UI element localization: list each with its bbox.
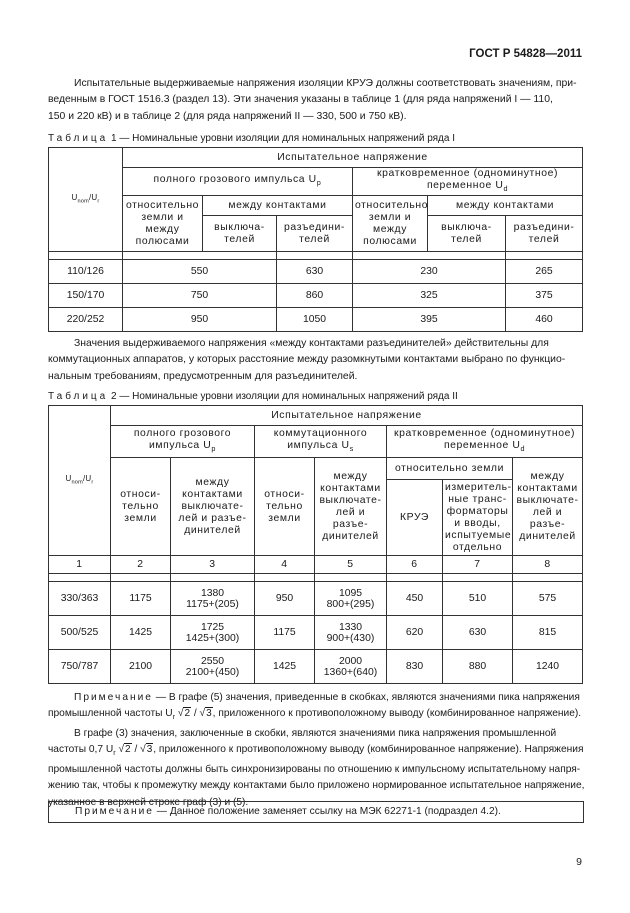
paragraph-line: нальным требованиям, предусмотренным для разъединителей. xyxy=(48,370,358,382)
table1-between-contacts-header: между контактами xyxy=(428,196,583,216)
table2-col4-header: относи-тельно земли xyxy=(255,458,315,556)
paragraph-line: коммутационных аппаратов, у которых расстояние между разомкнутыми контактами выбрано по функцио- xyxy=(48,354,566,366)
sqrt-symbol: √ xyxy=(177,708,184,720)
table1-test-voltage-header: Испытательное напряжение xyxy=(123,148,583,168)
table2-col7-header: измеритель-ные транс-форматоры и вводы, испытуемые отдельно xyxy=(443,480,513,556)
table1-lightning-header: полного грозового импульса $U_p$ xyxy=(123,168,353,196)
note-word: Примечание xyxy=(74,692,153,703)
table1-caption-word: Таблица xyxy=(48,133,109,144)
replacement-note-box xyxy=(48,801,584,823)
table2-caption xyxy=(48,391,458,402)
table1-breakers-header: выключа-телей xyxy=(203,216,277,252)
sqrt-symbol: √ xyxy=(118,744,125,756)
table2-voltage-header: $U_{nom}/U_r$ xyxy=(49,406,111,556)
intro-paragraph xyxy=(48,76,586,125)
paragraph-line: Значения выдерживаемого напряжения «между контактами разъединителей» действительны для xyxy=(74,338,549,349)
sqrt-symbol: √ xyxy=(199,708,206,720)
table2-switching-header: коммутационного импульса $U_s$ xyxy=(255,426,387,458)
table-row: 750/787 2100 2550 2100+(450) 1425 2000 1360+(640) 830 880 1240 xyxy=(49,650,583,684)
table2-col6-header: КРУЭ xyxy=(387,480,443,556)
table1 xyxy=(48,147,583,332)
replacement-note-text: — Данное положение заменяет ссылку на МЭК 62271-1 (подраздел 4.2). xyxy=(153,806,501,817)
table2-notes: Примечание — В графе (5) значения, приведенные в скобках, являются значениями пика напряжения промышленной частоты $U_r$ √2 / √3, приложенного к противоположному выводу (комбинированное напряжение). В графе (3) значения, заключенные в скобки, являются значениями пика напряжения промышленной частоты 0,7 $U_r$ √2 / √3, приложенного к противоположному выводу (комбинированное напряжение). Напряжения промышленной частоты должны быть синхронизированы по отношению к импульсному испытательному напря- жению так, чтобы к промежутку между контактами было приложено нормированное испытательное напряжение, указанное в верхней строке граф (3) и (5). xyxy=(48,692,585,808)
table2-col3-header: между контактами выключате-лей и разъе-динителей xyxy=(171,458,255,556)
page-number: 9 xyxy=(576,856,582,868)
table1-caption xyxy=(48,133,455,144)
table1-voltage-header: $U_{nom}/U_r$ xyxy=(49,148,123,252)
table1-breakers-header: выключа-телей xyxy=(428,216,506,252)
table2-col8-header: между контактами выключате-лей и разъе-динителей xyxy=(513,458,583,556)
note-word: Примечание xyxy=(75,806,154,817)
table-row: 330/363 1175 1380 1175+(205) 950 1095 800+(295) 450 510 575 xyxy=(49,582,583,616)
table2-col2-header: относи-тельно земли xyxy=(111,458,171,556)
table1-rel-ground-header: относительно земли и между полюсами xyxy=(123,196,203,252)
table2-lightning-header: полного грозового импульса $U_p$ xyxy=(111,426,255,458)
table2-caption-word: Таблица xyxy=(48,391,109,402)
table2-test-voltage-header: Испытательное напряжение xyxy=(111,406,583,426)
sqrt-symbol: √ xyxy=(140,744,146,756)
table2-short-term-header: кратковременное (одноминутное) переменное $U_d$ xyxy=(387,426,583,458)
table2-col5-header: между контактами выключате-лей и разъе-динителей xyxy=(315,458,387,556)
table2-column-numbers: 1 2 3 4 5 6 7 8 xyxy=(49,556,583,574)
table-row: 110/126 550 630 230 265 xyxy=(49,260,583,284)
table1-between-contacts-header: между контактами xyxy=(203,196,353,216)
table1-caption-text: 1 — Номинальные уровни изоляции для номинальных напряжений ряда I xyxy=(108,133,456,144)
table1-rel-ground-header: относительно земли и между полюсами xyxy=(353,196,428,252)
table1-disconnectors-header: разъедини-телей xyxy=(277,216,353,252)
disconnector-paragraph xyxy=(48,336,586,385)
table-row: 150/170 750 860 325 375 xyxy=(49,284,583,308)
table-row: 220/252 950 1050 395 460 xyxy=(49,308,583,332)
table2 xyxy=(48,405,583,684)
table1-disconnectors-header: разъедини-телей xyxy=(506,216,583,252)
table2-rel-ground-header: относительно земли xyxy=(387,458,513,480)
table1-short-term-header: кратковременное (одноминутное) переменное $U_d$ xyxy=(353,168,583,196)
table-row: 500/525 1425 1725 1425+(300) 1175 1330 900+(430) 620 630 815 xyxy=(49,616,583,650)
intro-line: веденным в ГОСТ 1516.3 (раздел 13). Эти значения указаны в таблице 1 (для ряда напряжений I — 110, xyxy=(48,94,553,106)
standard-code: ГОСТ Р 54828—2011 xyxy=(469,48,582,60)
intro-line: Испытательные выдерживаемые напряжения изоляции КРУЭ должны соответствовать значениям, при- xyxy=(74,78,577,89)
table2-caption-text: 2 — Номинальные уровни изоляции для номинальных напряжений ряда II xyxy=(108,391,458,402)
intro-line: 150 и 220 кВ) и в таблице 2 (для ряда напряжений II — 330, 500 и 750 кВ). xyxy=(48,110,407,122)
